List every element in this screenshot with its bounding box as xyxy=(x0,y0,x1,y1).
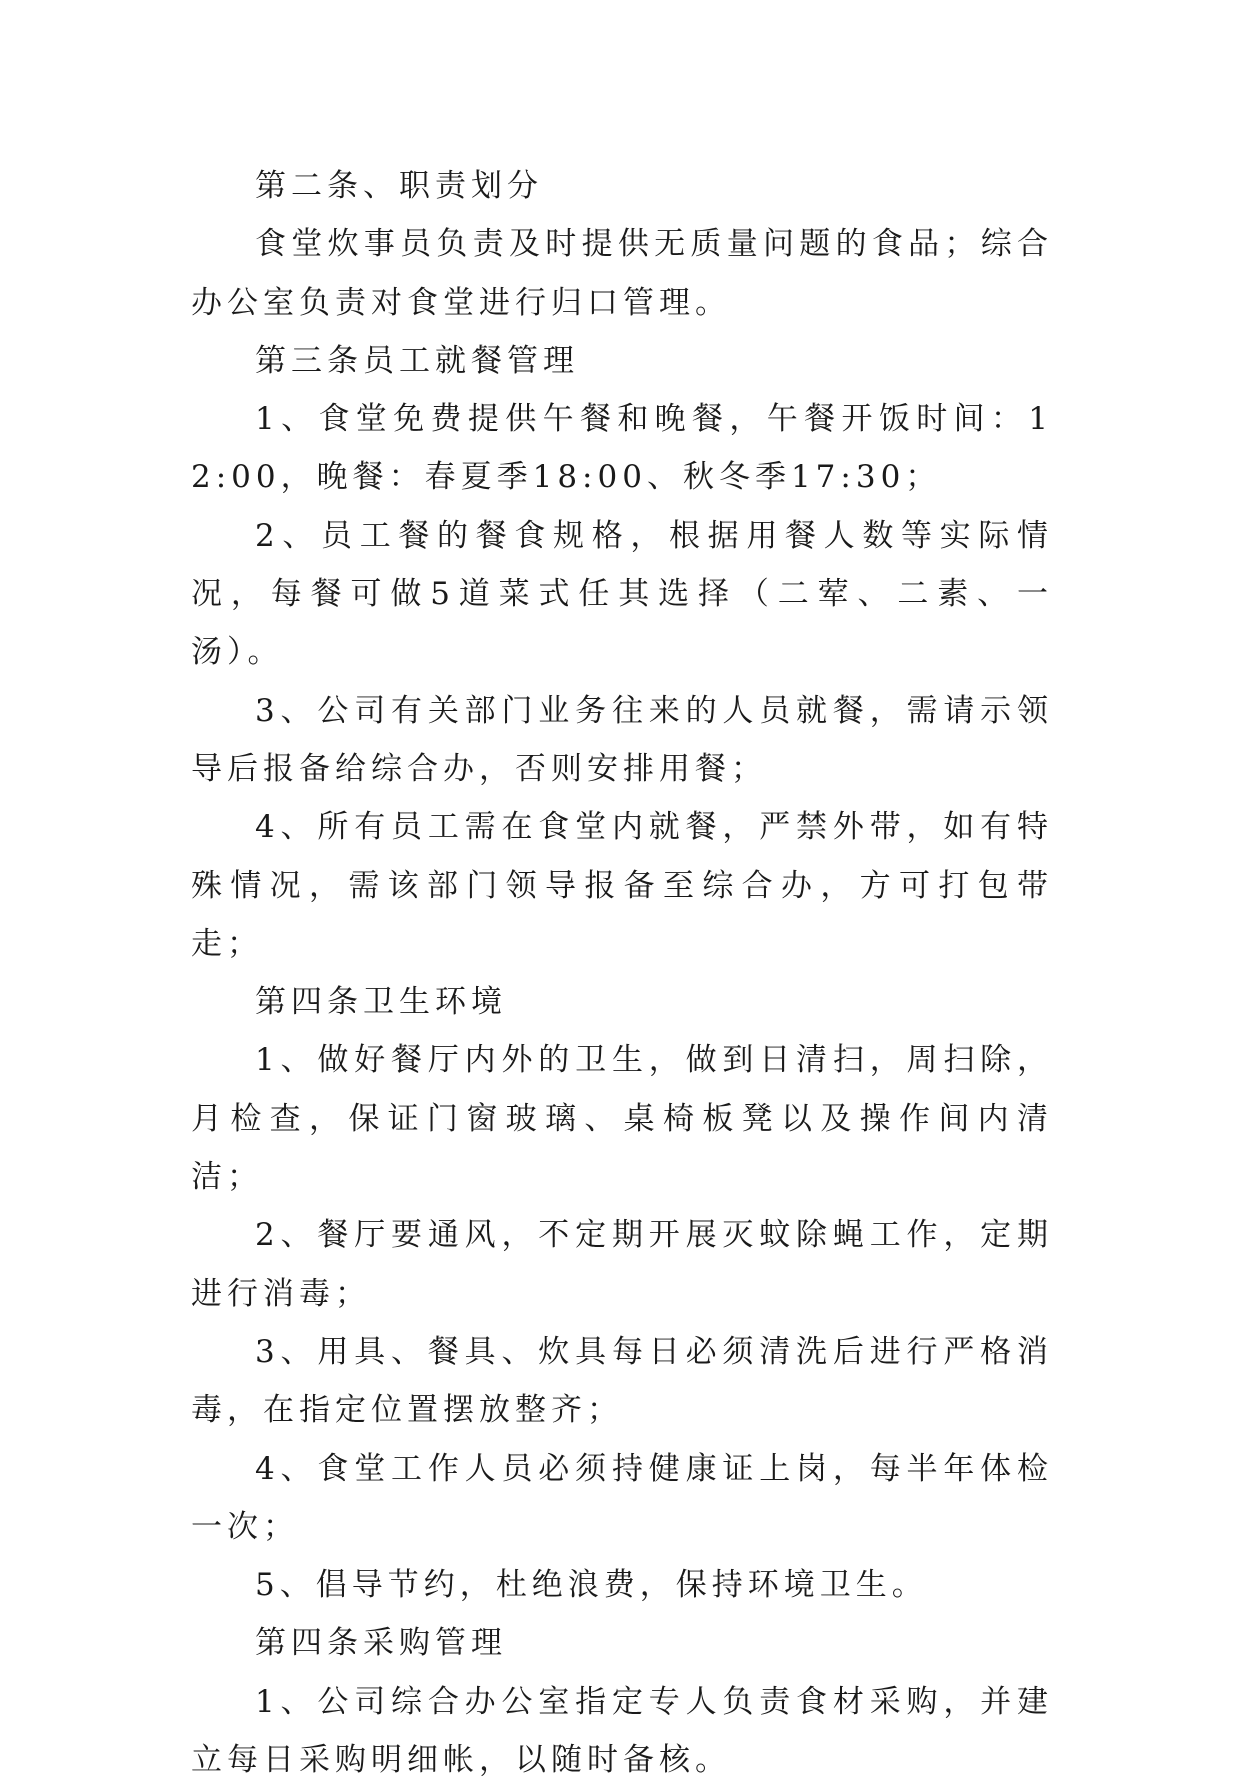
section-heading: 第四条卫生环境 xyxy=(255,984,507,1021)
section-heading: 第三条员工就餐管理 xyxy=(255,342,579,379)
paragraph: 1、公司综合办公室指定专人负责食材采购，并建立每日采购明细帐，以随时备核。 xyxy=(191,1683,1053,1779)
paragraph: 4、所有员工需在食堂内就餐，严禁外带，如有特殊情况，需该部门领导报备至综合办，方可打包带走； xyxy=(191,809,1053,962)
section-heading: 第二条、职责划分 xyxy=(255,168,543,204)
document-body xyxy=(191,157,1053,1789)
paragraph: 2、餐厅要通风，不定期开展灭蚊除蝇工作，定期进行消毒； xyxy=(191,1217,1053,1312)
paragraph: 1、食堂免费提供午餐和晚餐，午餐开饭时间：12:00，晚餐：春夏季18:00、秋冬季17:30； xyxy=(191,401,1053,496)
paragraph: 3、用具、餐具、炊具每日必须清洗后进行严格消毒，在指定位置摆放整齐； xyxy=(191,1333,1053,1429)
section-heading: 第四条采购管理 xyxy=(255,1625,507,1662)
paragraph: 5、倡导节约，杜绝浪费，保持环境卫生。 xyxy=(255,1567,928,1604)
paragraph: 4、食堂工作人员必须持健康证上岗，每半年体检一次； xyxy=(191,1450,1053,1545)
paragraph: 食堂炊事员负责及时提供无质量问题的食品；综合办公室负责对食堂进行归口管理。 xyxy=(191,226,1053,321)
paragraph: 3、公司有关部门业务往来的人员就餐，需请示领导后报备给综合办，否则安排用餐； xyxy=(191,692,1053,787)
paragraph: 2、员工餐的餐食规格，根据用餐人数等实际情况，每餐可做5道菜式任其选择（二荤、二素、一汤）。 xyxy=(191,517,1053,671)
paragraph: 1、做好餐厅内外的卫生，做到日清扫，周扫除，月检查，保证门窗玻璃、桌椅板凳以及操作间内清洁； xyxy=(191,1042,1053,1196)
